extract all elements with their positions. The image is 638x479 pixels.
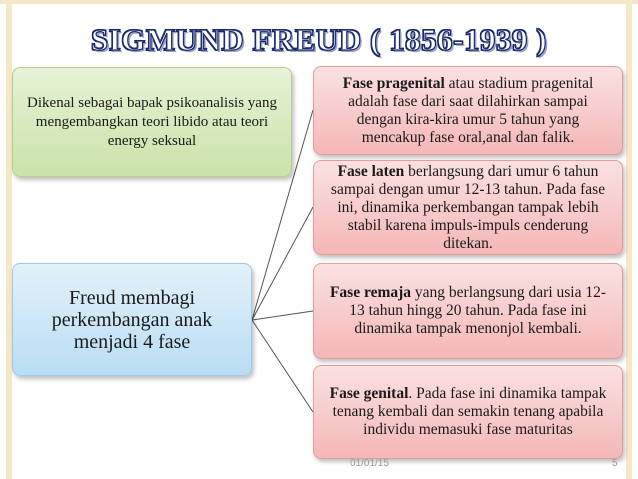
phase-name: Fase laten (337, 162, 405, 180)
phase-box-remaja (313, 263, 623, 359)
right-accent-bar (626, 0, 632, 479)
phase-box-laten (313, 160, 623, 255)
phase-text (324, 284, 612, 338)
footer-date: 01/01/15 (350, 458, 389, 469)
page-number: 5 (612, 458, 618, 469)
phase-box-genital (313, 365, 623, 459)
phase-name: Fase genital (329, 385, 409, 402)
slide-title: SIGMUND FREUD ( 1856-1939 ) (90, 22, 548, 57)
intro-box (12, 67, 292, 177)
phase-description: berlangsung dari umur 6 tahun sampai dengan umur 12-13 tahun. Pada fase ini, dinamika perkembangan tampak lebih stabil karena impuls-impuls cenderung ditekan. (330, 162, 606, 252)
main-topic-text: Freud membagi perkembangan anak menjadi 4 fase (51, 286, 213, 353)
phase-description: atau stadium pragenital adalah fase dari saat dilahirkan sampai dengan kira-kira umur 5 tahun yang mencakup fase oral,anal dan falik. (348, 74, 594, 146)
connector-to-phase-2 (252, 207, 313, 320)
phase-box-pragenital (313, 66, 623, 155)
phase-name: Fase pragenital (342, 74, 445, 92)
top-accent-bar (0, 0, 638, 4)
connector-to-phase-4 (252, 320, 313, 412)
main-topic-box (12, 263, 252, 376)
phase-text (324, 75, 612, 147)
phase-text (324, 163, 612, 253)
phase-description: . Pada fase ini dinamika tampak tenang kembali dan semakin tenang apabila individu memasuki fase maturitas (332, 385, 607, 438)
phase-name: Fase remaja (329, 284, 412, 301)
phase-description: yang berlangsung dari usia 12-13 tahun hingg 20 tahun. Pada fase ini dinamika tampak menonjol kembali. (349, 284, 607, 337)
left-accent-bar (6, 0, 12, 479)
phase-text (324, 385, 612, 439)
intro-text: Dikenal sebagai bapak psikoanalisis yang mengembangkan teori libido atau teori energy seksual (27, 94, 277, 149)
connector-to-phase-3 (252, 311, 313, 320)
